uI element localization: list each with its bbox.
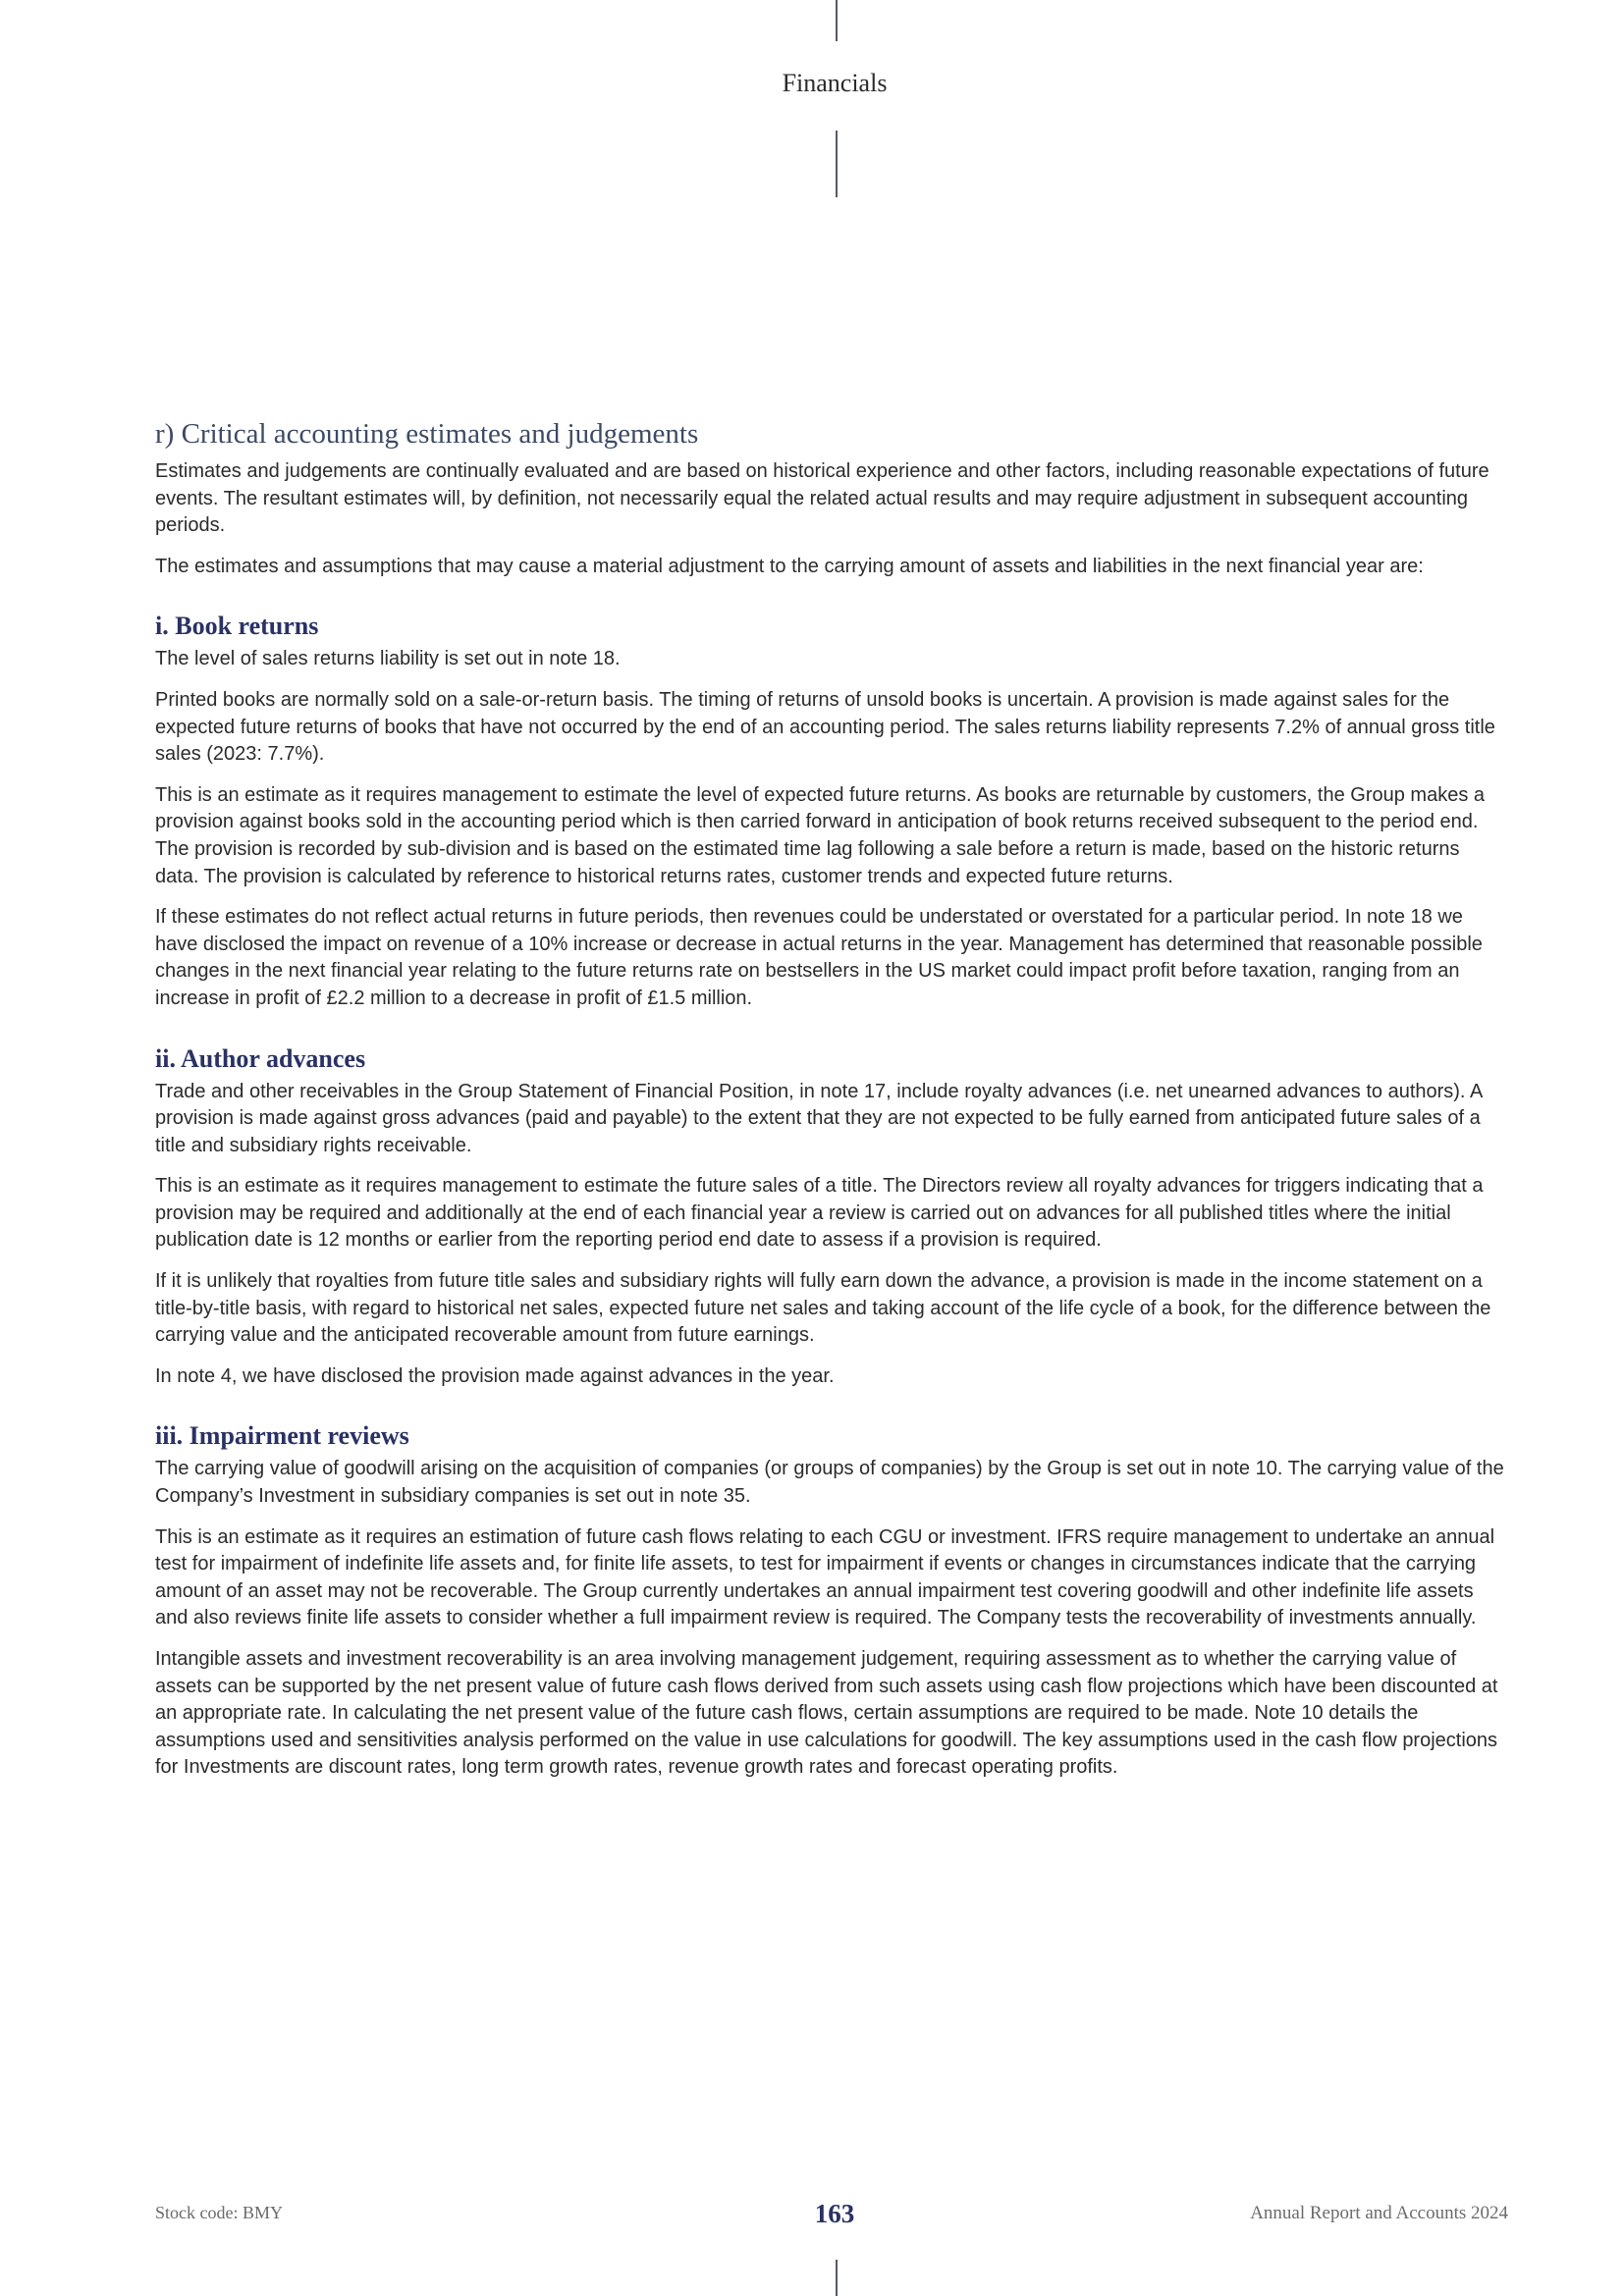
body-paragraph: Intangible assets and investment recoverability is an area involving management judgement, requiring assessment as to whether the carrying value of assets can be supported by the net present value of future cash flows derived from such assets using cash flow projections which have been discounted at an appropriate rate. In calculating the net present value of the future cash flows, certain assumptions are required to be made. Note 10 details the assumptions used and sensitivities analysis performed on the value in use calculations for goodwill. The key assumptions used in the cash flow projections for Investments are discount rates, long term growth rates, revenue growth rates and forecast operating profits. xyxy=(155,1648,1498,1779)
main-content xyxy=(155,418,1505,1795)
body-paragraph: If it is unlikely that royalties from future title sales and subsidiary rights will fully earn down the advance, a provision is made in the income statement on a title-by-title basis, with regard to historical net sales, expected future net sales and taking account of the life cycle of a book, for the difference between the carrying value and the anticipated recoverable amount from future earnings. xyxy=(155,1270,1491,1347)
footer-page-number: 163 xyxy=(814,2199,855,2228)
footer-report-title: Annual Report and Accounts 2024 xyxy=(1250,2203,1508,2223)
subsection-title-author-advances: ii. Author advances xyxy=(155,1043,366,1073)
body-paragraph: Printed books are normally sold on a sale-or-return basis. The timing of returns of unsold books is uncertain. A provision is made against sales for the expected future returns of books that have not occurred by the end of an accounting period. The sales returns liability represents 7.2% of annual gross title sales (2023: 7.7%). xyxy=(155,688,1495,766)
intro-paragraph: Estimates and judgements are continually evaluated and are based on historical experience and other factors, including reasonable expectations of future events. The resultant estimates will, by definition, not necessarily equal the related actual results and may require adjustment in subsequent accounting periods. xyxy=(155,460,1489,537)
subsection-title-impairment-reviews: iii. Impairment reviews xyxy=(155,1421,409,1451)
body-paragraph: This is an estimate as it requires management to estimate the level of expected future returns. As books are returnable by customers, the Group makes a provision against books sold in the accounting period which is then carried forward in anticipation of book returns received subsequent to the period end. The provision is recorded by sub-division and is based on the estimated time lag following a sale before a return is made, based on the historic returns data. The provision is calculated by reference to historical returns rates, customer trends and expected future returns. xyxy=(155,783,1486,887)
body-paragraph: In note 4, we have disclosed the provision made against advances in the year. xyxy=(155,1364,835,1387)
header-bottom-rule xyxy=(836,131,838,197)
footer-stock-code: Stock code: BMY xyxy=(155,2203,283,2222)
section-label: Financials xyxy=(782,69,888,97)
subsection-title-book-returns: i. Book returns xyxy=(155,612,319,641)
body-paragraph: The level of sales returns liability is set out in note 18. xyxy=(155,648,621,670)
footer-bottom-rule xyxy=(836,2260,838,2296)
body-paragraph: This is an estimate as it requires an estimation of future cash flows relating to each CGU or investment. IFRS require management to undertake an annual test for impairment of indefinite life assets and, for finite life assets, to test for impairment if events or changes in circumstances indicate that the carrying amount of an asset may not be recoverable. The Group currently undertakes an annual impairment test covering goodwill and other indefinite life assets and also reviews finite life assets to consider whether a full impairment review is required. The Company tests the recoverability of investments annually. xyxy=(155,1525,1495,1629)
body-paragraph: This is an estimate as it requires management to estimate the future sales of a title. The Directors review all royalty advances for triggers indicating that a provision may be required and additionally at the end of each financial year a review is carried out on advances for all published titles where the initial publication date is 12 months or earlier from the reporting period end date to assess if a provision is required. xyxy=(155,1175,1484,1252)
header-top-rule xyxy=(836,0,838,41)
intro-paragraph: The estimates and assumptions that may cause a material adjustment to the carrying amount of assets and liabilities in the next financial year are: xyxy=(155,555,1424,577)
body-paragraph: If these estimates do not reflect actual returns in future periods, then revenues could be understated or overstated for a particular period. In note 18 we have disclosed the impact on revenue of a 10% increase or decrease in actual returns in the year. Management has determined that reasonable possible changes in the next financial year relating to the future returns rate on bestsellers in the US market could impact profit before taxation, ranging from an increase in profit of £2.2 million to a decrease in profit of £1.5 million. xyxy=(155,906,1483,1009)
body-paragraph: The carrying value of goodwill arising on the acquisition of companies (or groups of companies) by the Group is set out in note 10. The carrying value of the Company’s Investment in subsidiary companies is set out in note 35. xyxy=(155,1458,1504,1508)
body-paragraph: Trade and other receivables in the Group Statement of Financial Position, in note 17, include royalty advances (i.e. net unearned advances to authors). A provision is made against gross advances (paid and payable) to the extent that they are not expected to be fully earned from anticipated future sales of a title and subsidiary rights receivable. xyxy=(155,1080,1483,1156)
section-title: r) Critical accounting estimates and judgements xyxy=(155,418,699,450)
